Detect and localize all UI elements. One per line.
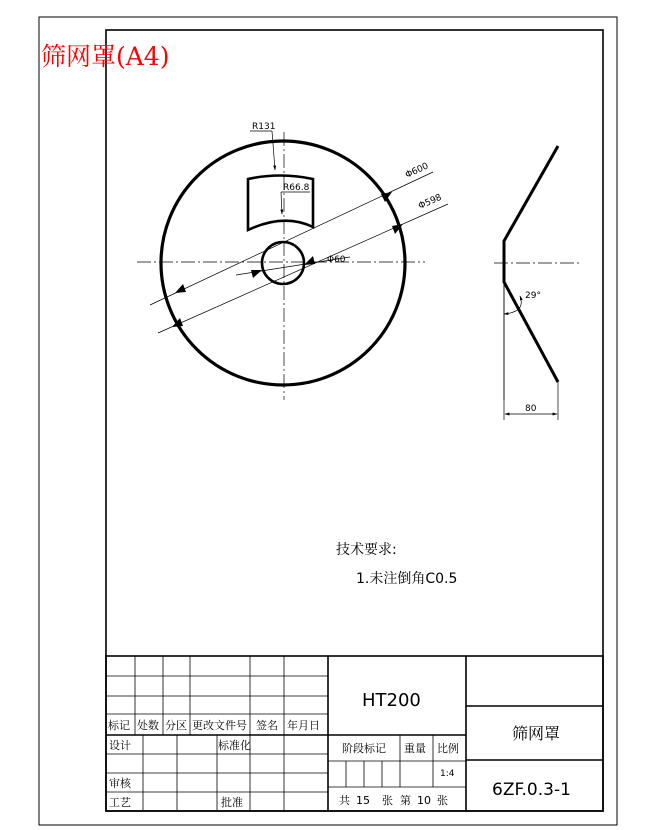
material: HT200: [362, 690, 421, 711]
dim-width-80: 80: [525, 404, 537, 414]
r66-leader: [281, 192, 282, 214]
title-block-text: [108, 718, 459, 809]
header-approve: 批准: [221, 796, 243, 809]
tech-requirements-heading: 技术要求:: [336, 542, 397, 558]
header-mark: 标记: [108, 719, 130, 732]
header-change-doc: 更改文件号: [192, 719, 247, 732]
header-count: 处数: [137, 719, 159, 732]
dim-r66-8: R66.8: [283, 183, 310, 193]
sheet-no-prefix: 第: [400, 794, 411, 807]
dim-r131: R131: [252, 122, 276, 132]
drawing-number: 6ZF.0.3-1: [492, 780, 571, 800]
sheet-no-unit: 张: [437, 794, 448, 807]
part-name: 筛网罩: [512, 724, 561, 743]
header-standardize: 标准化: [218, 739, 251, 752]
header-process: 工艺: [109, 796, 131, 809]
header-weight: 重量: [404, 742, 426, 755]
header-scale: 比例: [437, 742, 459, 755]
header-signature: 签名: [256, 719, 278, 732]
tech-requirement-item-1: 1.未注倒角C0.5: [356, 571, 458, 587]
sheets-unit: 张: [382, 794, 393, 807]
sheet-no: 10: [417, 794, 431, 807]
sheets-total-prefix: 共: [339, 794, 350, 807]
front-view: [137, 122, 448, 400]
outer-rim-circle: [161, 141, 405, 385]
header-design: 设计: [109, 739, 131, 752]
header-check: 审核: [109, 777, 131, 790]
header-zone: 分区: [165, 719, 187, 732]
side-view: [494, 146, 580, 420]
page-title: 筛网罩(A4): [41, 42, 170, 71]
scale-value: 1:4: [440, 769, 455, 779]
r131-leader: [272, 131, 275, 170]
header-date: 年月日: [287, 719, 320, 732]
dim-angle-29: 29°: [525, 291, 541, 301]
sheets-total: 15: [356, 794, 370, 807]
dim-d60: Φ60: [327, 255, 346, 265]
header-stage-mark: 阶段标记: [342, 742, 386, 755]
cone-profile: [504, 146, 558, 382]
sheet-inner-frame: [106, 30, 603, 811]
dim-d600: Φ600: [404, 161, 431, 181]
dim-d598: Φ598: [417, 192, 444, 212]
